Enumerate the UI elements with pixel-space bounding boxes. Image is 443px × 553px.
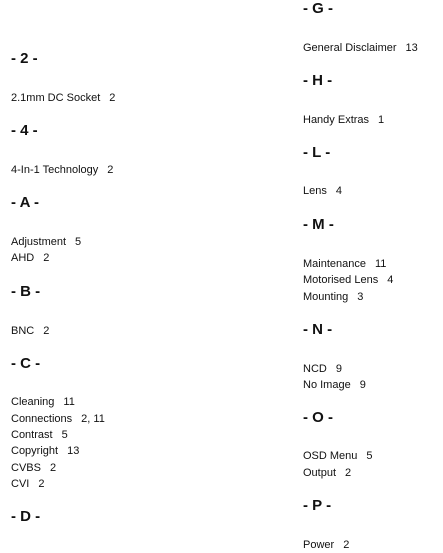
index-pages: 2 [345, 467, 352, 479]
index-pages: 4 [335, 185, 342, 197]
index-heading: - G - [303, 0, 333, 17]
index-entry [11, 325, 49, 338]
index-term: No Image [303, 379, 351, 391]
index-pages: 1 [378, 114, 385, 126]
index-entry [303, 539, 349, 552]
index-term: 2.1mm DC Socket [11, 92, 101, 104]
index-pages: 5 [366, 450, 373, 462]
index-term: General Disclaimer [303, 42, 397, 54]
index-pages: 9 [335, 363, 342, 375]
index-term: Connections [11, 413, 73, 425]
index-pages: 13 [67, 445, 80, 457]
index-entry [303, 291, 363, 304]
index-entry [11, 236, 81, 249]
index-term: Lens [303, 185, 327, 197]
index-term: Contrast [11, 429, 53, 441]
index-entry [11, 413, 105, 426]
index-term: Adjustment [11, 236, 67, 248]
index-heading: - B - [11, 283, 41, 300]
index-entry [303, 379, 366, 392]
index-term: 4-In-1 Technology [11, 164, 99, 176]
index-entry [11, 462, 56, 475]
index-pages: 3 [357, 291, 364, 303]
index-pages: 2 [43, 252, 50, 264]
index-pages: 2 [38, 478, 45, 490]
index-term: CVBS [11, 462, 41, 474]
index-pages: 13 [405, 42, 418, 54]
index-heading: - P - [303, 497, 332, 514]
index-entry [11, 396, 75, 409]
index-pages: 9 [359, 379, 366, 391]
index-entry [303, 450, 373, 463]
index-term: Handy Extras [303, 114, 370, 126]
index-term: OSD Menu [303, 450, 358, 462]
index-pages: 11 [375, 258, 387, 270]
index-entry [11, 445, 79, 458]
index-pages: 2 [109, 92, 116, 104]
index-term: Maintenance [303, 258, 366, 270]
index-heading: - L - [303, 144, 331, 161]
index-entry [303, 42, 418, 55]
index-term: Output [303, 467, 337, 479]
index-entry [303, 363, 342, 376]
index-entry [303, 114, 384, 127]
index-term: AHD [11, 252, 35, 264]
index-entry [303, 185, 342, 198]
index-entry [303, 258, 386, 271]
index-heading: - 4 - [11, 122, 38, 139]
index-pages: 4 [387, 274, 394, 286]
index-entry [303, 467, 351, 480]
index-pages: 11 [63, 396, 75, 408]
index-term: BNC [11, 325, 35, 337]
index-entry [11, 429, 68, 442]
index-pages: 2 [49, 462, 57, 474]
index-heading: - D - [11, 508, 41, 525]
index-term: CVI [11, 478, 30, 490]
index-term: Copyright [11, 445, 59, 457]
index-term: Mounting [303, 291, 349, 303]
index-term: Motorised Lens [303, 274, 379, 286]
index-heading: - C - [11, 355, 41, 372]
index-entry [303, 274, 393, 287]
index-entry [11, 478, 44, 491]
index-heading: - A - [11, 194, 40, 211]
index-pages: 5 [61, 429, 68, 441]
index-pages: 5 [75, 236, 82, 248]
index-pages: 2 [107, 164, 114, 176]
index-pages: 2, 11 [81, 413, 105, 425]
index-term: NCD [303, 363, 327, 375]
index-heading: - 2 - [11, 50, 38, 67]
index-heading: - H - [303, 72, 333, 89]
index-entry [11, 92, 115, 105]
index-heading: - N - [303, 321, 333, 338]
index-heading: - M - [303, 216, 334, 233]
index-term: Power [303, 539, 335, 551]
index-pages: 2 [343, 539, 350, 551]
index-pages: 2 [43, 325, 50, 337]
index-entry [11, 252, 49, 265]
index-term: Cleaning [11, 396, 55, 408]
index-heading: - O - [303, 409, 333, 426]
index-entry [11, 164, 113, 177]
